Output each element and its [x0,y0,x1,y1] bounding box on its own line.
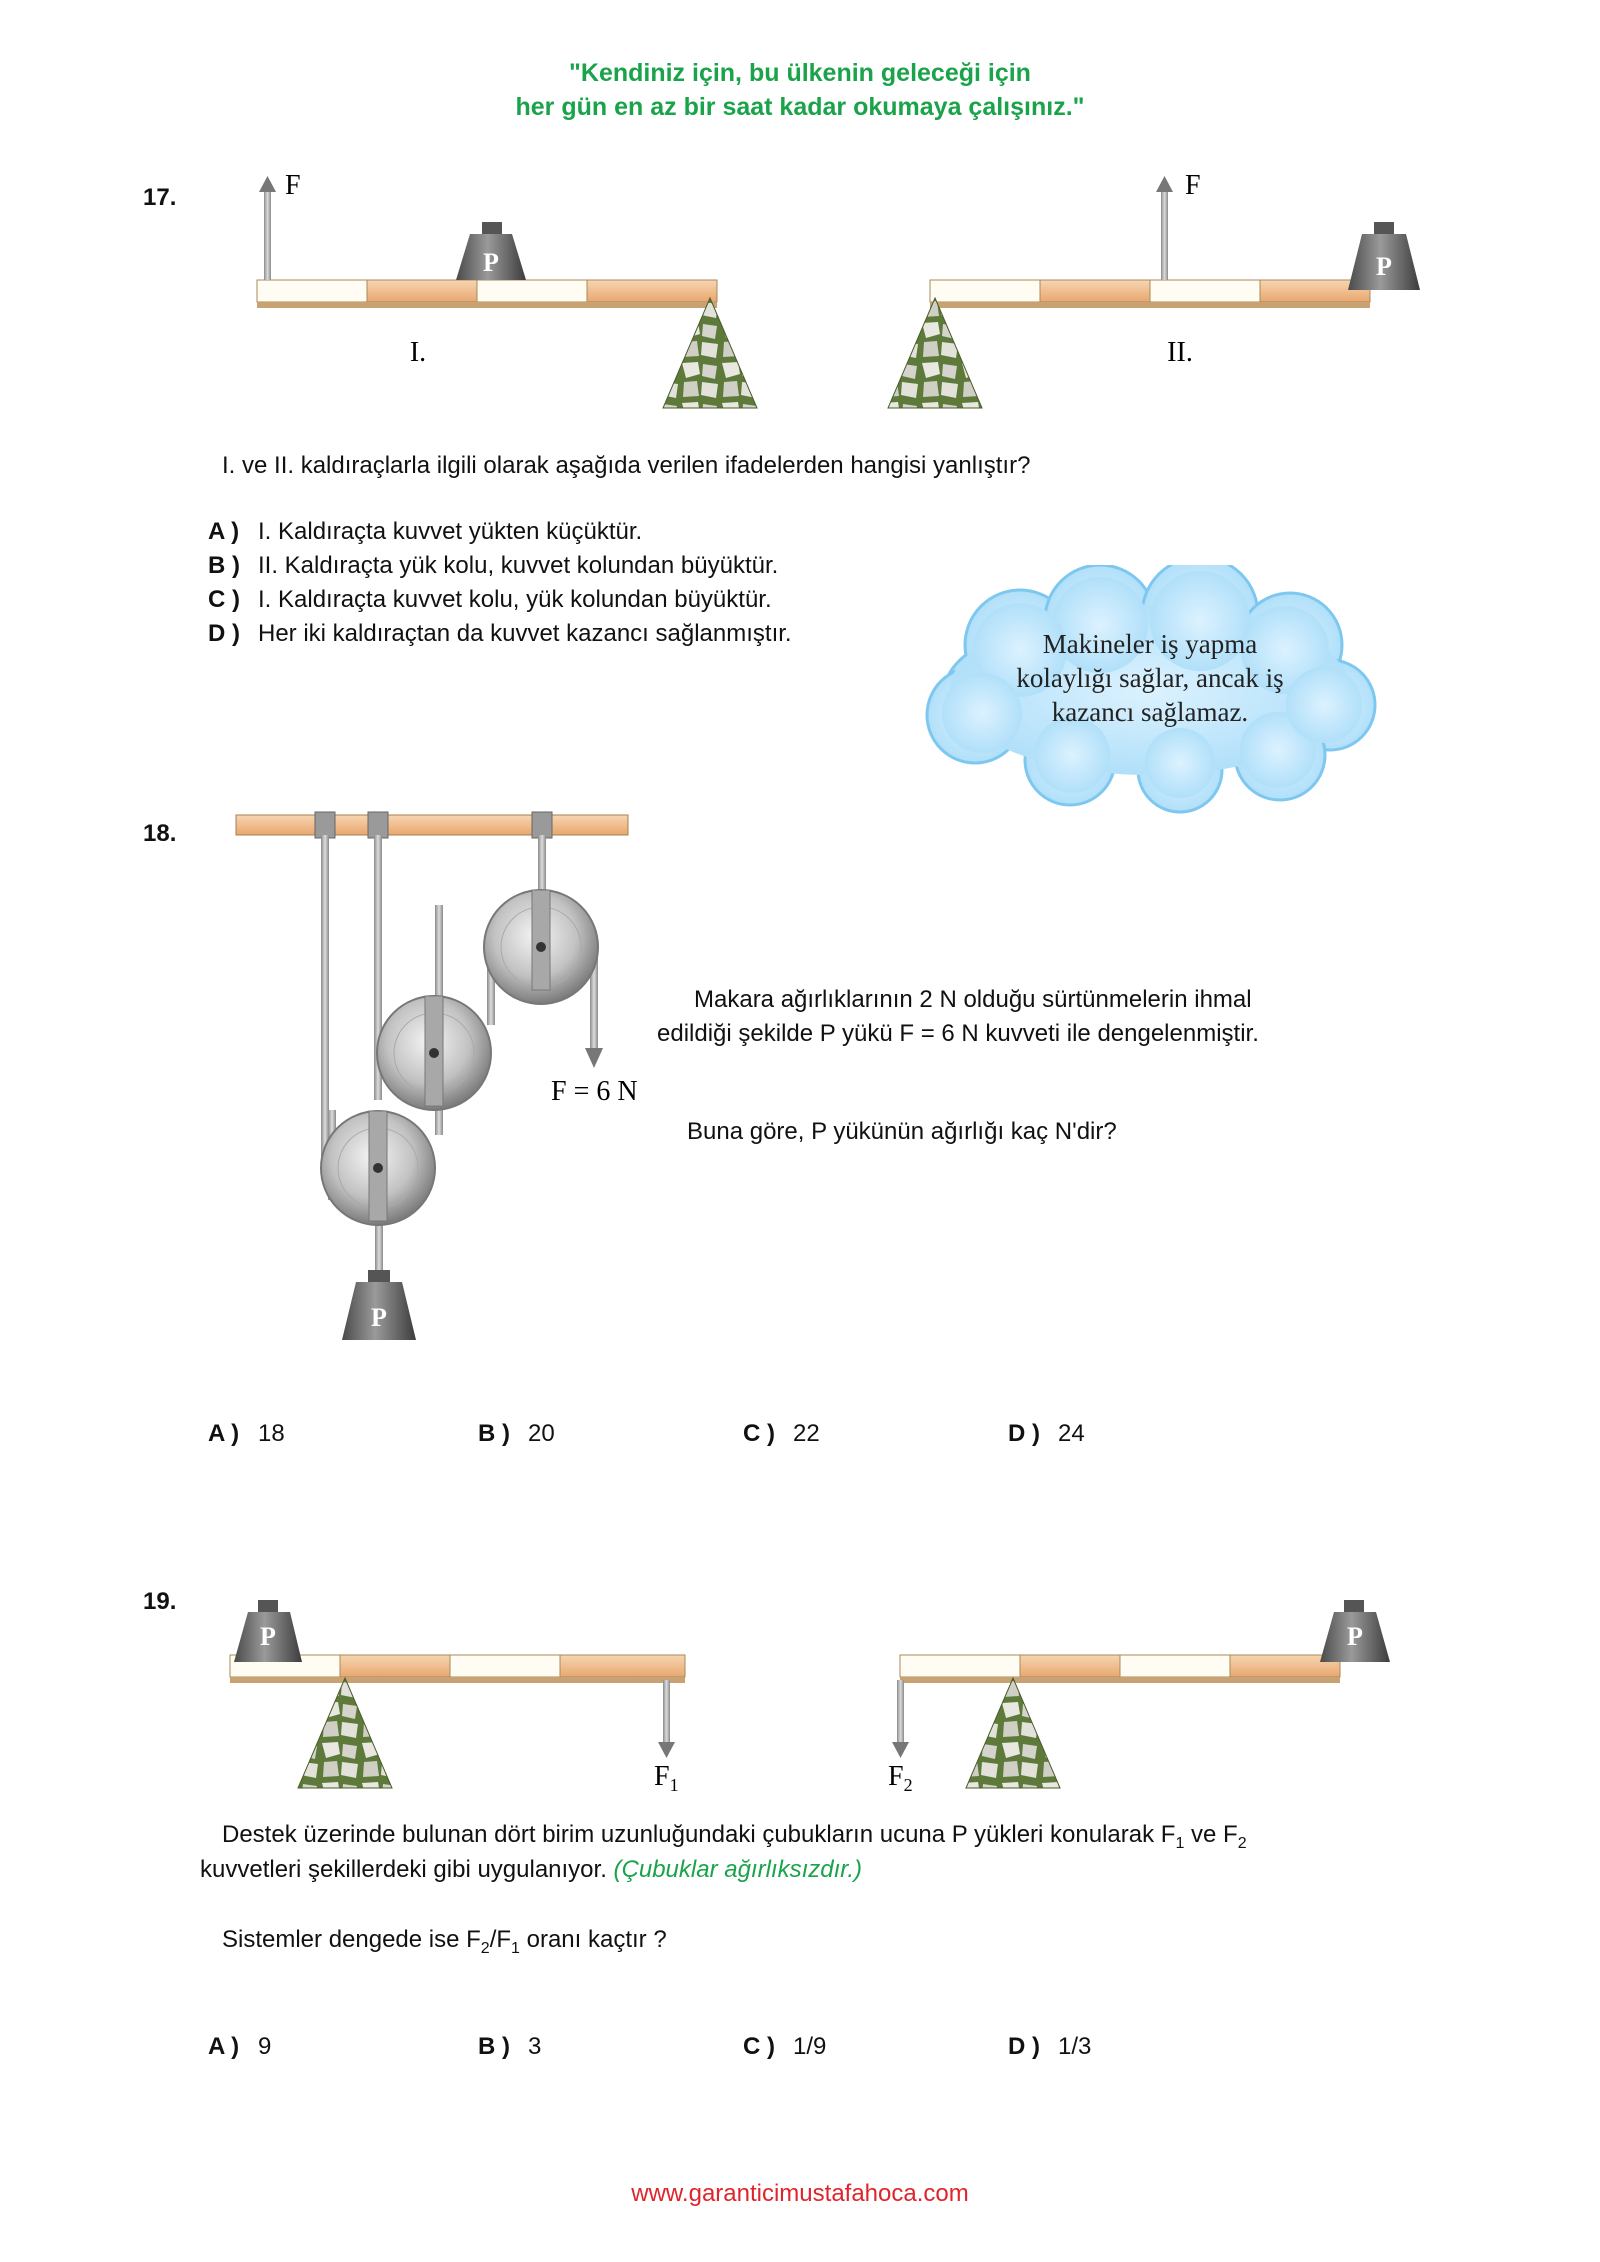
arrow-down-icon [585,1048,603,1068]
force-label: F = 6 N [551,1076,638,1107]
motto-line-2: her gün en az bir saat kadar okumaya çalışınız." [515,93,1085,121]
cloud-text: Makineler iş yapma kolaylığı sağlar, ancak iş kazancı sağlamaz. [1016,629,1284,727]
lever-2-label: II. [1167,337,1193,368]
q19-text-line-2: kuvvetleri şekillerdeki gibi uygulanıyor. (Çubuklar ağırlıksızdır.) [200,1856,863,1883]
f1-label: $F_1$ [654,1761,679,1795]
q18-option-c: C ) 22 [743,1420,820,1447]
lever-2 [888,170,1420,408]
q19-option-d: D ) 1/3 [1008,2033,1092,2060]
weight-icon [342,1270,416,1340]
question-18-number: 18. [143,820,177,847]
q18-option-b: B ) 20 [478,1420,555,1447]
ceiling-beam [236,815,628,835]
pulley-icon [484,890,598,1004]
q18-question: Buna göre, P yükünün ağırlığı kaç N'dir? [687,1118,1117,1145]
q19-figure [0,1580,1600,1800]
question-17-number: 17. [143,184,177,211]
fulcrum-icon [298,1678,392,1788]
pulley-icon [377,996,491,1110]
q18-text-line-1: Makara ağırlıklarının 2 N olduğu sürtünmelerin ihmal [694,986,1252,1013]
svg-text:P: P [260,1622,276,1651]
weight-icon [456,222,526,280]
motto-line-1: "Kendiniz için, bu ülkenin geleceği için [569,59,1031,87]
pulley-icon [321,1111,435,1225]
arrow-up-icon [1156,176,1173,192]
svg-text:P: P [371,1303,387,1332]
f2-label: $F_2$ [888,1761,913,1795]
force-label: F [1185,170,1201,201]
q19-question: Sistemler dengede ise $F_2/F_1$ oranı kaçtır ? [222,1926,667,1957]
option-d: D ) Her iki kaldıraçtan da kuvvet kazancı sağlanmıştır. [208,620,792,647]
q19-text-line-1: Destek üzerinde bulunan dört birim uzunluğundaki çubukların ucuna P yükleri konularak $F_1$ ve $F_2$ [222,1821,1247,1852]
arrow-down-icon [658,1742,675,1758]
q17-question: I. ve II. kaldıraçlarla ilgili olarak aşağıda verilen ifadelerden hangisi yanlıştır? [222,452,1031,479]
fulcrum-icon [663,298,757,408]
q17-figure [0,160,1600,420]
footer-url[interactable]: www.garanticimustafahoca.com [631,2180,969,2207]
q19-option-a: A ) 9 [208,2033,272,2060]
option-c: C ) I. Kaldıraçta kuvvet kolu, yük kolundan büyüktür. [208,586,772,613]
q19-option-b: B ) 3 [478,2033,542,2060]
force-label: F [285,170,301,201]
fulcrum-icon [888,298,982,408]
q19-option-c: C ) 1/9 [743,2033,827,2060]
svg-text:P: P [1347,1622,1363,1651]
lever-1 [257,170,757,408]
arrow-up-icon [259,176,276,192]
q18-text-line-2: edildiği şekilde P yükü F = 6 N kuvveti ile dengelenmiştir. [657,1020,1259,1047]
weight-icon [234,1600,302,1662]
q17-options [208,515,792,651]
q18-option-d: D ) 24 [1008,1420,1085,1447]
weight-icon [1348,222,1420,290]
svg-text:P: P [483,248,499,277]
lever-right [888,1600,1390,1795]
fulcrum-icon [966,1678,1060,1788]
svg-text:P: P [1376,252,1392,281]
option-a: A ) I. Kaldıraçta kuvvet yükten küçüktür. [208,518,643,545]
q18-pulley-figure [0,800,700,1360]
q19-note: (Çubuklar ağırlıksızdır.) [613,1856,863,1883]
option-b: B ) II. Kaldıraçta yük kolu, kuvvet kolundan büyüktür. [208,552,779,579]
arrow-down-icon [892,1742,909,1758]
lever-left [230,1600,685,1795]
q18-option-a: A ) 18 [208,1420,285,1447]
lever-1-label: I. [409,337,427,368]
question-19-number: 19. [143,1588,177,1615]
force-rope [264,190,271,280]
weight-icon [1320,1600,1390,1662]
